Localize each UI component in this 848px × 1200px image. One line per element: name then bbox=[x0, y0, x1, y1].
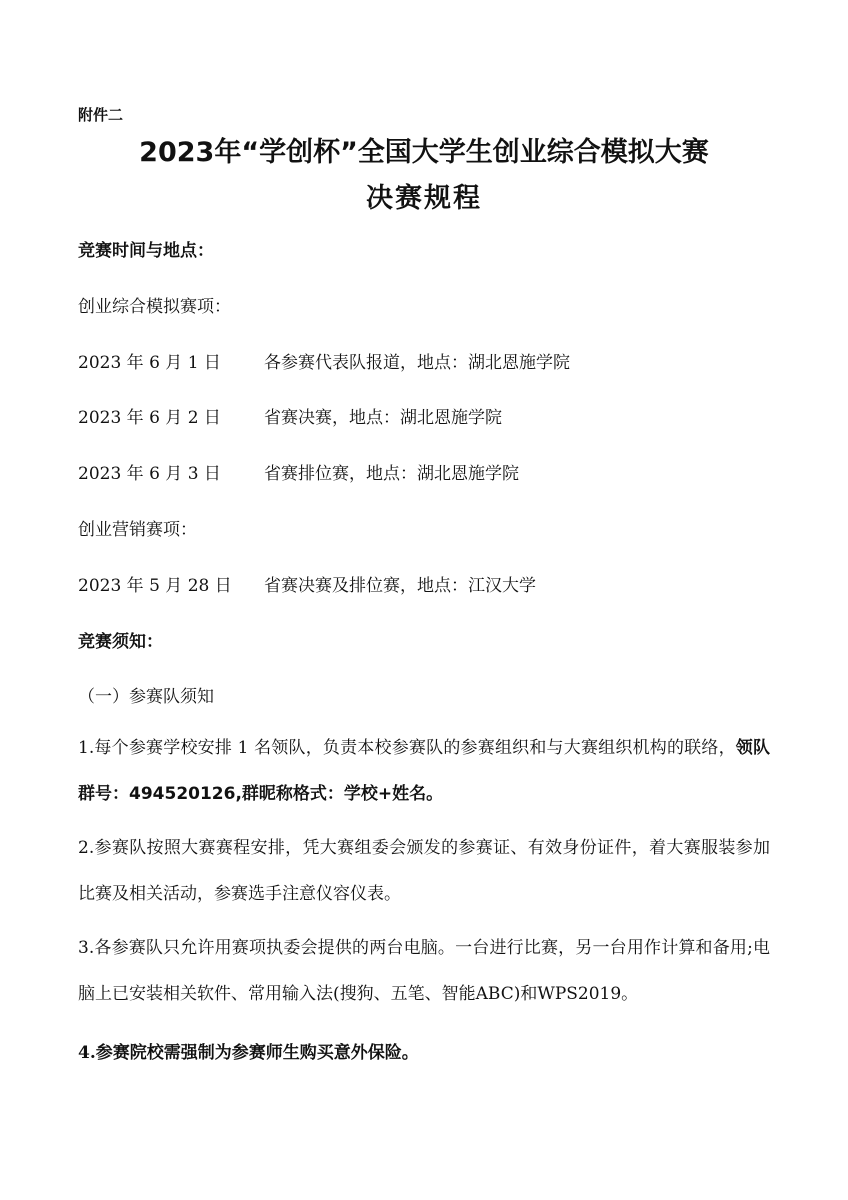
schedule-row bbox=[78, 403, 502, 428]
notice-item-3: 3.各参赛队只允许用赛项执委会提供的两台电脑。一台进行比赛，另一台用作计算和备用;电脑上已安装相关软件、常用输入法(搜狗、五笔、智能ABC)和WPS2019。 bbox=[78, 938, 770, 1004]
notice-item-1-text: 1.每个参赛学校安排 1 名领队，负责本校参赛队的参赛组织和与大赛组织机构的联络， bbox=[78, 738, 736, 758]
schedule-date: 2023 年 6 月 2 日 bbox=[78, 408, 221, 428]
section-heading-notice: 竞赛须知： bbox=[78, 632, 163, 652]
notice-item-1 bbox=[78, 725, 770, 817]
notice-item-1-group: 领队群号：494520126,群昵称格式：学校+姓名。 bbox=[78, 738, 771, 804]
notice-item-4: 4.参赛院校需强制为参赛师生购买意外保险。 bbox=[78, 1043, 419, 1063]
schedule-row bbox=[78, 571, 536, 596]
schedule-desc: 各参赛代表队报道，地点：湖北恩施学院 bbox=[264, 353, 570, 373]
document-subtitle: 决赛规程 bbox=[366, 183, 482, 214]
schedule-row bbox=[78, 348, 570, 373]
schedule-desc: 省赛决赛及排位赛，地点：江汉大学 bbox=[264, 576, 536, 596]
competition-label-comprehensive: 创业综合模拟赛项： bbox=[78, 297, 231, 317]
notice-item-2: 2.参赛队按照大赛赛程安排，凭大赛组委会颁发的参赛证、有效身份证件，着大赛服装参加比赛及相关活动，参赛选手注意仪容仪表。 bbox=[78, 838, 770, 904]
document-title: 2023年“学创杯”全国大学生创业综合模拟大赛 bbox=[139, 137, 709, 168]
schedule-desc: 省赛排位赛，地点：湖北恩施学院 bbox=[264, 464, 519, 484]
schedule-desc: 省赛决赛，地点：湖北恩施学院 bbox=[264, 408, 502, 428]
schedule-date: 2023 年 6 月 3 日 bbox=[78, 464, 221, 484]
subsection-heading-team: （一）参赛队须知 bbox=[78, 687, 214, 707]
section-heading-time-location: 竞赛时间与地点： bbox=[78, 241, 214, 261]
schedule-date: 2023 年 5 月 28 日 bbox=[78, 576, 232, 596]
attachment-label: 附件二 bbox=[78, 106, 124, 124]
competition-label-marketing: 创业营销赛项： bbox=[78, 520, 197, 540]
schedule-row bbox=[78, 459, 519, 484]
schedule-date: 2023 年 6 月 1 日 bbox=[78, 353, 221, 373]
